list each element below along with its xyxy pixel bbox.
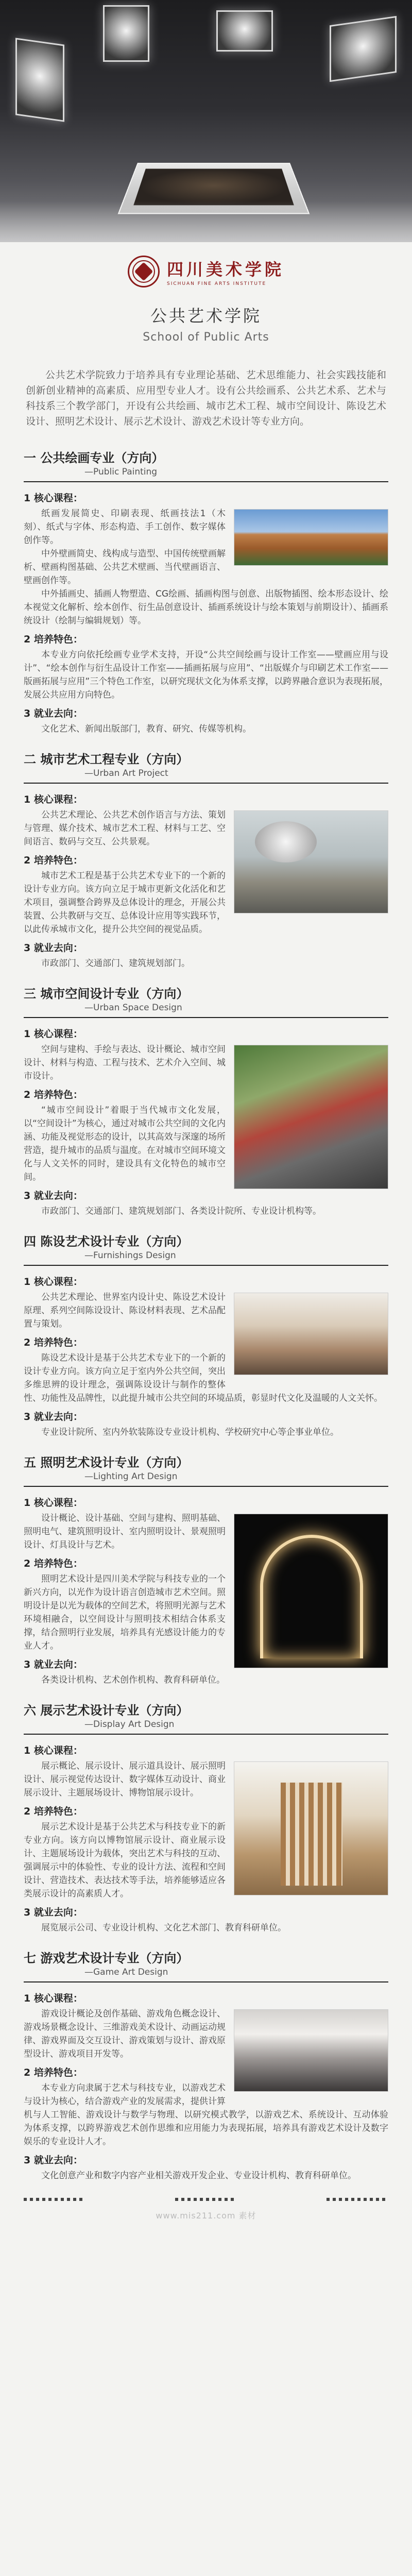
feature-text: 展示艺术设计是基于公共艺术与科技专业下的新专业方向。该方向以博物馆展示设计、商业展示设计、主题展场设计为载体，突出艺术与科技的互动、强调展示中的体验性、专业的设计方法、流程和空间设计、营造技术、表达技术等手法，培养能够适应各类展示设计的高素质人才。 — [24, 1822, 226, 1899]
section-subtitle: —Public Painting — [84, 467, 158, 477]
header — [0, 242, 412, 349]
section-game — [0, 1935, 412, 2182]
divider — [24, 2198, 85, 2201]
job-heading: 3 就业去向： — [24, 708, 83, 719]
course-heading: 1 核心课程： — [24, 1276, 83, 1287]
job-heading: 3 就业去向： — [24, 1190, 83, 1201]
section-title: 六 展示艺术设计专业（方向） — [24, 1703, 189, 1718]
hero-frame — [216, 10, 273, 52]
job-text: 文化创意产业和数字内容产业相关游戏开发企业、专业设计机构、教育科研单位。 — [41, 2171, 356, 2181]
section-subtitle: —Lighting Art Design — [84, 1471, 178, 1482]
section-display — [0, 1687, 412, 1935]
section-photo — [234, 2009, 388, 2092]
course-heading: 1 核心课程： — [24, 1028, 83, 1040]
intro-text: 公共艺术学院致力于培养具有专业理论基础、艺术思维能力、社会实践技能和创新创业精神的高素质、应用型专业人才。设有公共绘画系、公共艺术系、艺术与科技系三个教学部门，开设有公共绘画、城市艺术工程、城市空间设计、陈设艺术设计、照明艺术设计、展示艺术设计、游戏艺术设计等专业方向。 — [26, 369, 386, 427]
section-photo — [234, 1514, 388, 1668]
job-heading: 3 就业去向： — [24, 2155, 83, 2166]
section-subtitle: —Display Art Design — [84, 1719, 175, 1730]
section-photo — [234, 810, 388, 913]
logo-en: SICHUAN FINE ARTS INSTITUTE — [166, 281, 267, 286]
feature-heading: 2 培养特色： — [24, 855, 83, 866]
job-text: 文化艺术、新闻出版部门，教育、研究、传媒等机构。 — [41, 724, 251, 734]
hero-frame — [15, 38, 64, 122]
section-photo — [234, 509, 388, 566]
logo-cn: 四川美术学院 — [166, 260, 284, 279]
job-heading: 3 就业去向： — [24, 1907, 83, 1918]
course-text: 设计概论、设计基础、空间与建构、照明基础、照明电气、建筑照明设计、室内照明设计、景观照明设计、灯具设计与艺术。 — [24, 1513, 226, 1550]
section-subtitle: —Furnishings Design — [84, 1250, 176, 1261]
section-subtitle: —Urban Art Project — [84, 768, 168, 778]
section-public-painting — [0, 434, 412, 736]
job-text: 展览展示公司、专业设计机构、文化艺术部门、教育科研单位。 — [41, 1923, 286, 1933]
course-heading: 1 核心课程： — [24, 1497, 83, 1509]
course-text: 纸画发展简史、印刷表现、纸画技法1（木刻）、纸式与字体、形态构造、手工创作、数字媒体创作等。 — [24, 509, 226, 546]
section-photo — [234, 1293, 388, 1375]
course-text: 展示概论、展示设计、展示道具设计、展示照明设计、展示视觉传达设计、数字媒体互动设计、商业展示设计、主题展场设计、博物馆展示设计。 — [24, 1761, 226, 1798]
section-title: 三 城市空间设计专业（方向） — [24, 987, 189, 1001]
feature-heading: 2 培养特色： — [24, 1558, 83, 1569]
seal-icon — [128, 256, 160, 287]
course-heading: 1 核心课程： — [24, 1745, 83, 1756]
logo — [0, 256, 412, 287]
course-heading: 1 核心课程： — [24, 493, 83, 504]
job-heading: 3 就业去向： — [24, 942, 83, 954]
feature-text: “城市空间设计”着眼于当代城市文化发展，以“空间设计”为核心，通过对城市公共空间的文化内涵、功能及视觉形态的设计，以其高效与深邃的场所营造，提升城市的品质与温度。在对城市空间环境文化与人文关怀的同时，建设具有文化特色的城市空间。 — [24, 1105, 226, 1182]
job-text: 各类设计机构、艺术创作机构、教育科研单位。 — [41, 1675, 225, 1685]
course-heading: 1 核心课程： — [24, 794, 83, 805]
feature-heading: 2 培养特色： — [24, 2067, 83, 2078]
divider — [327, 2198, 388, 2201]
section-title: 五 照明艺术设计专业（方向） — [24, 1455, 189, 1470]
section-title: 四 陈设艺术设计专业（方向） — [24, 1234, 189, 1249]
feature-text: 陈设艺术设计是基于公共艺术专业下的一个新的设计专业方向。该方向立足于室内外公共空间，突出多维思辨的设计理念，强调陈设设计与制作的整体性、功能性及品牌性，以此提升城市公共空间的环境品质，彰显时代文化及温暖的人文关怀。 — [24, 1353, 383, 1403]
hero-frame — [103, 5, 149, 62]
feature-heading: 2 培养特色： — [24, 1337, 83, 1348]
section-lighting — [0, 1439, 412, 1687]
course-text: 公共艺术理论、公共艺术创作语言与方法、策划与管理、媒介技术、城市艺术工程、材料与工艺、空间语言、数码与交互、公共景观。 — [24, 810, 226, 847]
feature-text: 本专业方向依托绘画专业学术支持，开设“公共空间绘画与设计工作室——壁画应用与设计”、“绘本创作与衍生品设计工作室——插画拓展与应用”、“出版媒介与印刷艺术工作室——版画拓展与应用”三个特色工作室，以研究现状文化为体系支撑，以跨界融合意识为表现拓展，发展公共应用方向特色。 — [24, 650, 388, 700]
footer — [0, 2182, 412, 2233]
job-heading: 3 就业去向： — [24, 1659, 83, 1670]
school-subtitle: School of Public Arts — [143, 331, 269, 344]
course-text: 空间与建构、手绘与表达、设计概论、城市空间设计、材料与构造、工程与技术、艺术介入空间、城市设计。 — [24, 1044, 226, 1081]
divider — [175, 2198, 237, 2201]
feature-text: 城市艺术工程是基于公共艺术专业下的一个新的设计专业方向。该方向立足于城市更新文化活化和艺术项目，强调整合跨界及总体设计的理念，开展公共装置、公共教研与交互、总体设计应用等实践环节，以此传承城市文化，提升公共空间的视觉品质。 — [24, 871, 226, 935]
job-heading: 3 就业去向： — [24, 1411, 83, 1422]
feature-text: 照明艺术设计是四川美术学院与科技专业的一个新兴方向，以光作为设计语言创造城市艺术空间。照明设计是以光为载体的空间艺术，将照明光源与艺术环境相融合，以空间设计与照明技术相结合体系支撑，结合照明行业发展，培养具有光感设计能力的专业人才。 — [24, 1574, 226, 1651]
feature-heading: 2 培养特色： — [24, 634, 83, 645]
hero-photo — [0, 0, 412, 242]
course-text: 游戏设计概论及创作基础、游戏角色概念设计、游戏场景概念设计、三维游戏美术设计、动画运动规律、游戏界面及交互设计、游戏策划与设计、游戏原型设计、游戏项目开发等。 — [24, 2009, 226, 2059]
section-urban-art — [0, 736, 412, 970]
section-furnishings — [0, 1218, 412, 1439]
job-text: 市政部门、交通部门、建筑规划部门。 — [41, 958, 190, 969]
feature-text: 本专业方向隶属于艺术与科技专业，以游戏艺术与设计为核心，结合游戏产业的发展需求，提供计算机与人工智能、游戏设计与数学与物理、以研究模式教学，以游戏艺术、系统设计、互动体验为体系支撑，以跨界游戏艺术创作思维和应用能力为表现拓展，培养具有游戏艺术设计及数字娱乐的专业设计人才。 — [24, 2083, 388, 2147]
section-photo — [234, 1761, 388, 1895]
feature-heading: 2 培养特色： — [24, 1806, 83, 1817]
hero-frame — [330, 16, 397, 82]
course-text: 中外插画史、插画人物塑造、CG绘画、插画构图与创意、出版物插图、绘本形态设计、绘本视觉文化解析、绘本创作、衍生品创意设计、插画系统设计与绘本策划与前期设计）、插画系统设计（绘制与编辑规划）等。 — [24, 589, 388, 626]
section-subtitle: —Urban Space Design — [84, 1003, 182, 1013]
course-text: 公共艺术理论、世界室内设计史、陈设艺术设计原理、系列空间陈设设计、陈设材料表现、艺术品配置与策划。 — [24, 1292, 226, 1329]
feature-heading: 2 培养特色： — [24, 1089, 83, 1100]
job-text: 专业设计院所、室内外软装陈设专业设计机构、学校研究中心等企事业单位。 — [41, 1427, 339, 1437]
course-heading: 1 核心课程： — [24, 1993, 83, 2004]
course-text: 中外壁画简史、线构成与造型、中国传统壁画解析、壁画构图基础、公共艺术壁画、当代壁画语言、壁画创作等。 — [24, 549, 226, 586]
section-urban-space — [0, 970, 412, 1218]
section-photo — [234, 1045, 388, 1189]
section-title: 一 公共绘画专业（方向） — [24, 451, 164, 465]
section-subtitle: —Game Art Design — [84, 1967, 168, 1977]
watermark: www.mis211.com 素材 — [156, 2211, 256, 2221]
school-title: 公共艺术学院 — [150, 306, 262, 326]
job-text: 市政部门、交通部门、建筑规划部门、各类设计院所、专业设计机构等。 — [41, 1206, 321, 1216]
section-title: 二 城市艺术工程专业（方向） — [24, 752, 189, 767]
section-title: 七 游戏艺术设计专业（方向） — [24, 1951, 189, 1965]
